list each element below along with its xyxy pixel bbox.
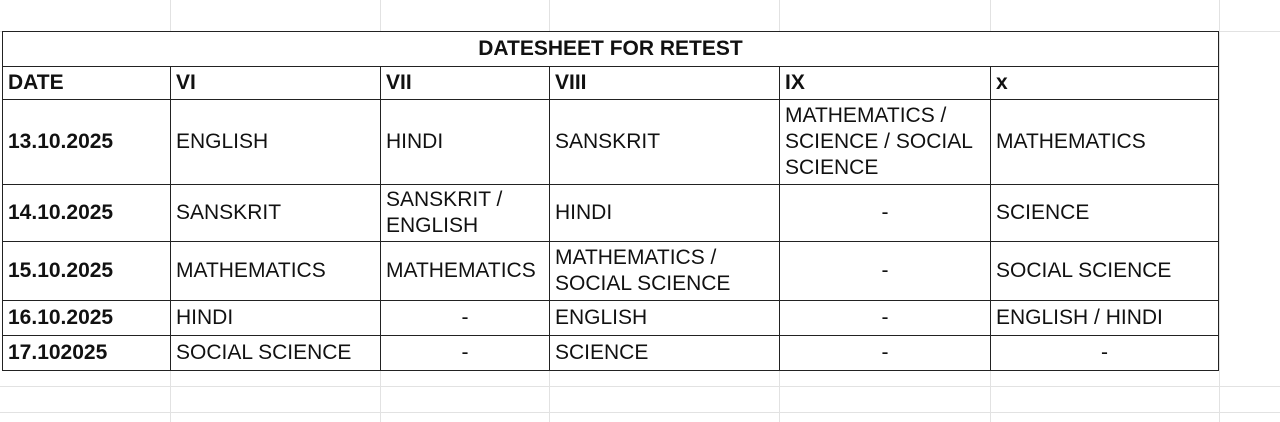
- table-row: [3, 301, 1219, 336]
- table-row: [3, 336, 1219, 371]
- subject-cell-viii[interactable]: ENGLISH: [550, 301, 780, 336]
- subject-cell-ix[interactable]: -: [780, 336, 991, 371]
- header-date[interactable]: DATE: [3, 67, 171, 100]
- header-row: [3, 67, 1219, 100]
- subject-cell-vi[interactable]: SANSKRIT: [171, 185, 381, 242]
- subject-cell-vii[interactable]: HINDI: [381, 100, 550, 185]
- subject-cell-vii[interactable]: SANSKRIT / ENGLISH: [381, 185, 550, 242]
- subject-cell-viii[interactable]: HINDI: [550, 185, 780, 242]
- subject-cell-x[interactable]: -: [991, 336, 1219, 371]
- title-row: [3, 32, 1219, 67]
- subject-cell-vi[interactable]: MATHEMATICS: [171, 242, 381, 301]
- datesheet-table: [2, 31, 1219, 371]
- subject-cell-vii[interactable]: -: [381, 301, 550, 336]
- header-class-ix[interactable]: IX: [780, 67, 991, 100]
- subject-cell-ix[interactable]: -: [780, 242, 991, 301]
- subject-cell-vi[interactable]: HINDI: [171, 301, 381, 336]
- date-cell[interactable]: 17.102025: [3, 336, 171, 371]
- subject-cell-ix[interactable]: -: [780, 301, 991, 336]
- subject-cell-ix[interactable]: -: [780, 185, 991, 242]
- header-class-vii[interactable]: VII: [381, 67, 550, 100]
- subject-cell-ix[interactable]: MATHEMATICS / SCIENCE / SOCIAL SCIENCE: [780, 100, 991, 185]
- table-row: [3, 242, 1219, 301]
- subject-cell-vi[interactable]: ENGLISH: [171, 100, 381, 185]
- grid-line: [1219, 0, 1220, 422]
- subject-cell-x[interactable]: SCIENCE: [991, 185, 1219, 242]
- grid-line: [0, 412, 1280, 413]
- header-class-vi[interactable]: VI: [171, 67, 381, 100]
- table-title[interactable]: DATESHEET FOR RETEST: [3, 32, 1219, 67]
- table-row: [3, 100, 1219, 185]
- subject-cell-x[interactable]: ENGLISH / HINDI: [991, 301, 1219, 336]
- subject-cell-viii[interactable]: SANSKRIT: [550, 100, 780, 185]
- date-cell[interactable]: 14.10.2025: [3, 185, 171, 242]
- subject-cell-vii[interactable]: -: [381, 336, 550, 371]
- subject-cell-vi[interactable]: SOCIAL SCIENCE: [171, 336, 381, 371]
- subject-cell-viii[interactable]: MATHEMATICS / SOCIAL SCIENCE: [550, 242, 780, 301]
- subject-cell-vii[interactable]: MATHEMATICS: [381, 242, 550, 301]
- grid-line: [0, 386, 1280, 387]
- subject-cell-x[interactable]: MATHEMATICS: [991, 100, 1219, 185]
- header-class-viii[interactable]: VIII: [550, 67, 780, 100]
- date-cell[interactable]: 16.10.2025: [3, 301, 171, 336]
- subject-cell-viii[interactable]: SCIENCE: [550, 336, 780, 371]
- date-cell[interactable]: 13.10.2025: [3, 100, 171, 185]
- header-class-x[interactable]: x: [991, 67, 1219, 100]
- subject-cell-x[interactable]: SOCIAL SCIENCE: [991, 242, 1219, 301]
- table-row: [3, 185, 1219, 242]
- date-cell[interactable]: 15.10.2025: [3, 242, 171, 301]
